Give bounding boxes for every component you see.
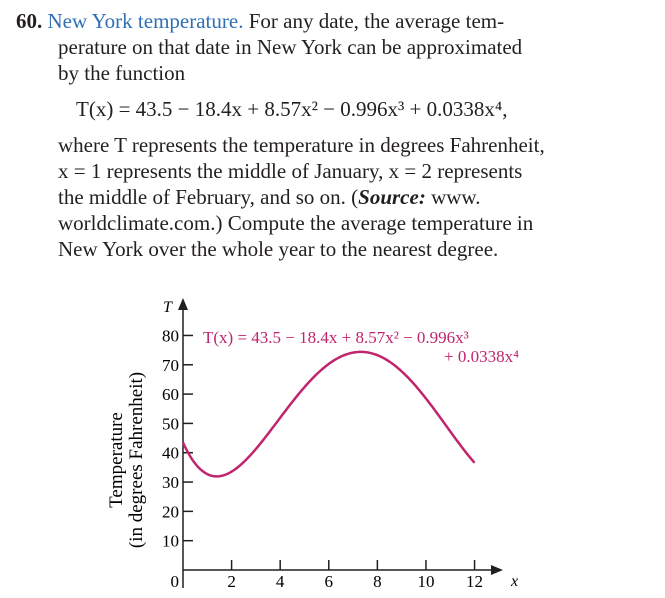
intro-line-3: by the function: [58, 61, 186, 85]
y-ticks: [162, 326, 193, 550]
formula: T(x) = 43.5 − 18.4x + 8.57x² − 0.996x³ + 0.0338x⁴,: [76, 97, 508, 121]
y-tick-label-2: 30: [162, 473, 179, 493]
where-line-2: x = 1 represents the middle of January, x = 2 represents: [58, 159, 523, 183]
x-axis-arrow-icon: [491, 565, 503, 575]
x-tick-label-4: 8: [373, 572, 382, 591]
x-ticks: [171, 560, 484, 591]
problem-title: New York temperature.: [47, 9, 244, 33]
x-tick-label-0: 0: [170, 572, 179, 591]
y-axis-label-line-1: Temperature: [106, 412, 127, 508]
y-tick-label-7: 80: [162, 326, 179, 346]
where-line-5: New York over the whole year to the nearest degree.: [58, 237, 499, 261]
y-tick-label-1: 20: [162, 502, 179, 522]
temperature-curve: [183, 352, 475, 477]
where-line-3: the middle of February, and so on. (Source: www.: [58, 185, 481, 209]
problem-text: [16, 8, 656, 262]
temperature-chart: [0, 290, 665, 598]
y-tick-label-3: 40: [162, 443, 179, 463]
y-axis-label: [106, 372, 147, 548]
y-tick-label-5: 60: [162, 385, 179, 405]
x-tick-label-6: 12: [466, 572, 484, 591]
y-tick-label-0: 10: [162, 531, 179, 551]
y-tick-label-6: 70: [162, 355, 179, 375]
source-label: Source:: [358, 185, 426, 209]
problem-number: 60.: [16, 9, 43, 33]
x-tick-label-1: 2: [227, 572, 236, 591]
x-tick-label-5: 10: [417, 572, 435, 591]
y-axis-name: T: [163, 299, 172, 316]
y-axis-arrow-icon: [178, 298, 188, 310]
where-line-1: where T represents the temperature in degrees Fahrenheit,: [58, 133, 545, 157]
intro-line-1: For any date, the average tem-: [248, 9, 505, 33]
curve-label-line-2: + 0.0338x⁴: [443, 347, 519, 366]
y-axis-label-line-2: (in degrees Fahrenheit): [126, 371, 147, 549]
intro-line-2: perature on that date in New York can be approximated: [58, 35, 523, 59]
where-line-4: worldclimate.com.) Compute the average temperature in: [58, 211, 534, 235]
x-tick-label-2: 4: [275, 572, 285, 591]
x-axis-name: x: [511, 573, 519, 590]
x-tick-label-3: 6: [324, 572, 334, 591]
curve-label-line-1: T(x) = 43.5 − 18.4x + 8.57x² − 0.996x³: [203, 328, 469, 347]
y-tick-label-4: 50: [162, 414, 179, 434]
